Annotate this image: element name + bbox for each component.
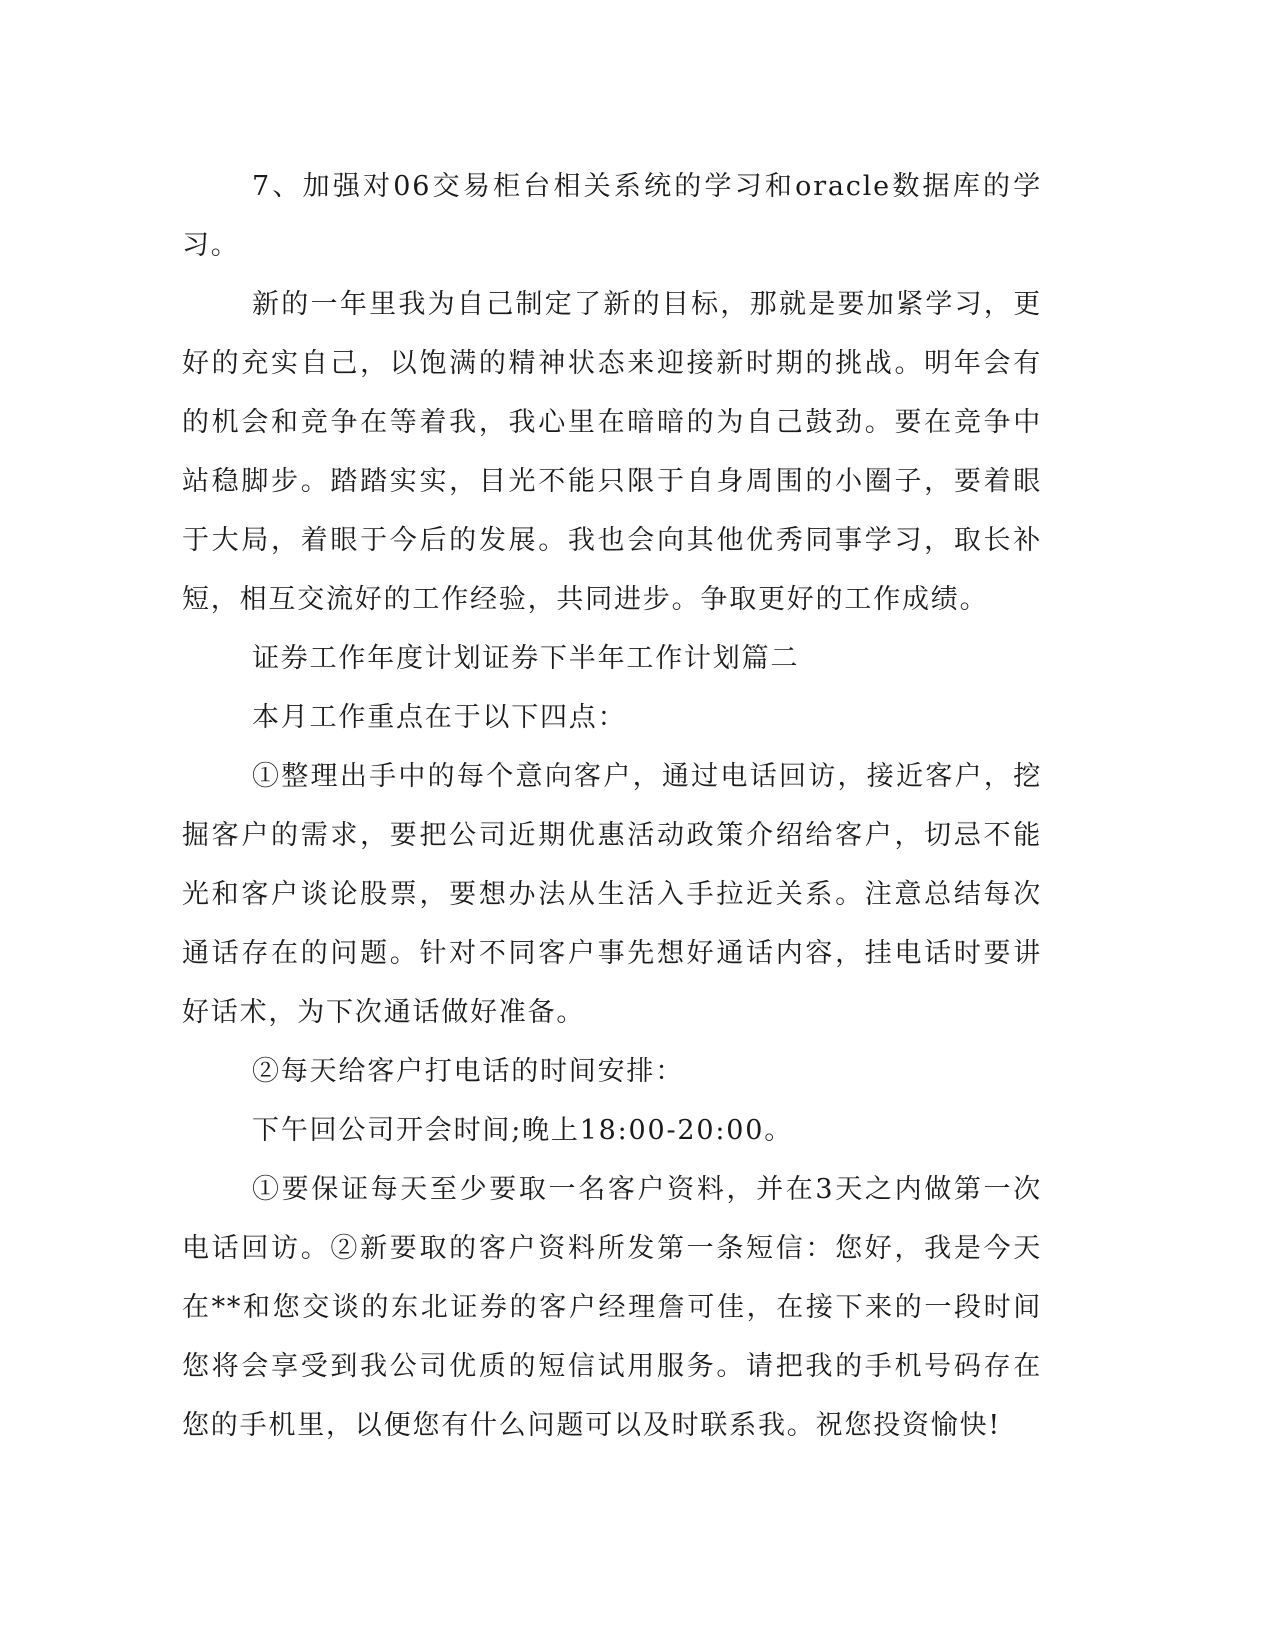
- section-heading: 证券工作年度计划证券下半年工作计划篇二: [252, 643, 800, 674]
- paragraph-client-sms: ①要保证每天至少要取一名客户资料，并在3天之内做第一次电话回访。②新要取的客户资料所发第一条短信：您好，我是今天在**和您交谈的东北证券的客户经理詹可佳，在接下来的一段时间您将会享受到我公司优质的短信试用服务。请把我的手机号码存在您的手机里，以便您有什么问题可以及时联系我。祝您投资愉快!: [182, 1174, 1042, 1441]
- paragraph-point-1: ①整理出手中的每个意向客户，通过电话回访，接近客户，挖掘客户的需求，要把公司近期优惠活动政策介绍给客户，切忌不能光和客户谈论股票，要想办法从生活入手拉近关系。注意总结每次通话存在的问题。针对不同客户事先想好通话内容，挂电话时要讲好话术，为下次通话做好准备。: [182, 761, 1042, 1028]
- paragraph-monthly-focus: 本月工作重点在于以下四点：: [252, 702, 627, 733]
- paragraph-point-2: ②每天给客户打电话的时间安排：: [252, 1056, 684, 1087]
- document-body: [182, 157, 1042, 1455]
- paragraph-schedule: 下午回公司开会时间;晚上18:00-20:00。: [252, 1115, 794, 1146]
- paragraph-item-7: 7、加强对06交易柜台相关系统的学习和oracle数据库的学习。: [182, 171, 1042, 261]
- paragraph-new-year-goals: 新的一年里我为自己制定了新的目标，那就是要加紧学习，更好的充实自己，以饱满的精神状态来迎接新时期的挑战。明年会有的机会和竞争在等着我，我心里在暗暗的为自己鼓劲。要在竞争中站稳脚步。踏踏实实，目光不能只限于自身周围的小圈子，要着眼于大局，着眼于今后的发展。我也会向其他优秀同事学习，取长补短，相互交流好的工作经验，共同进步。争取更好的工作成绩。: [182, 289, 1042, 615]
